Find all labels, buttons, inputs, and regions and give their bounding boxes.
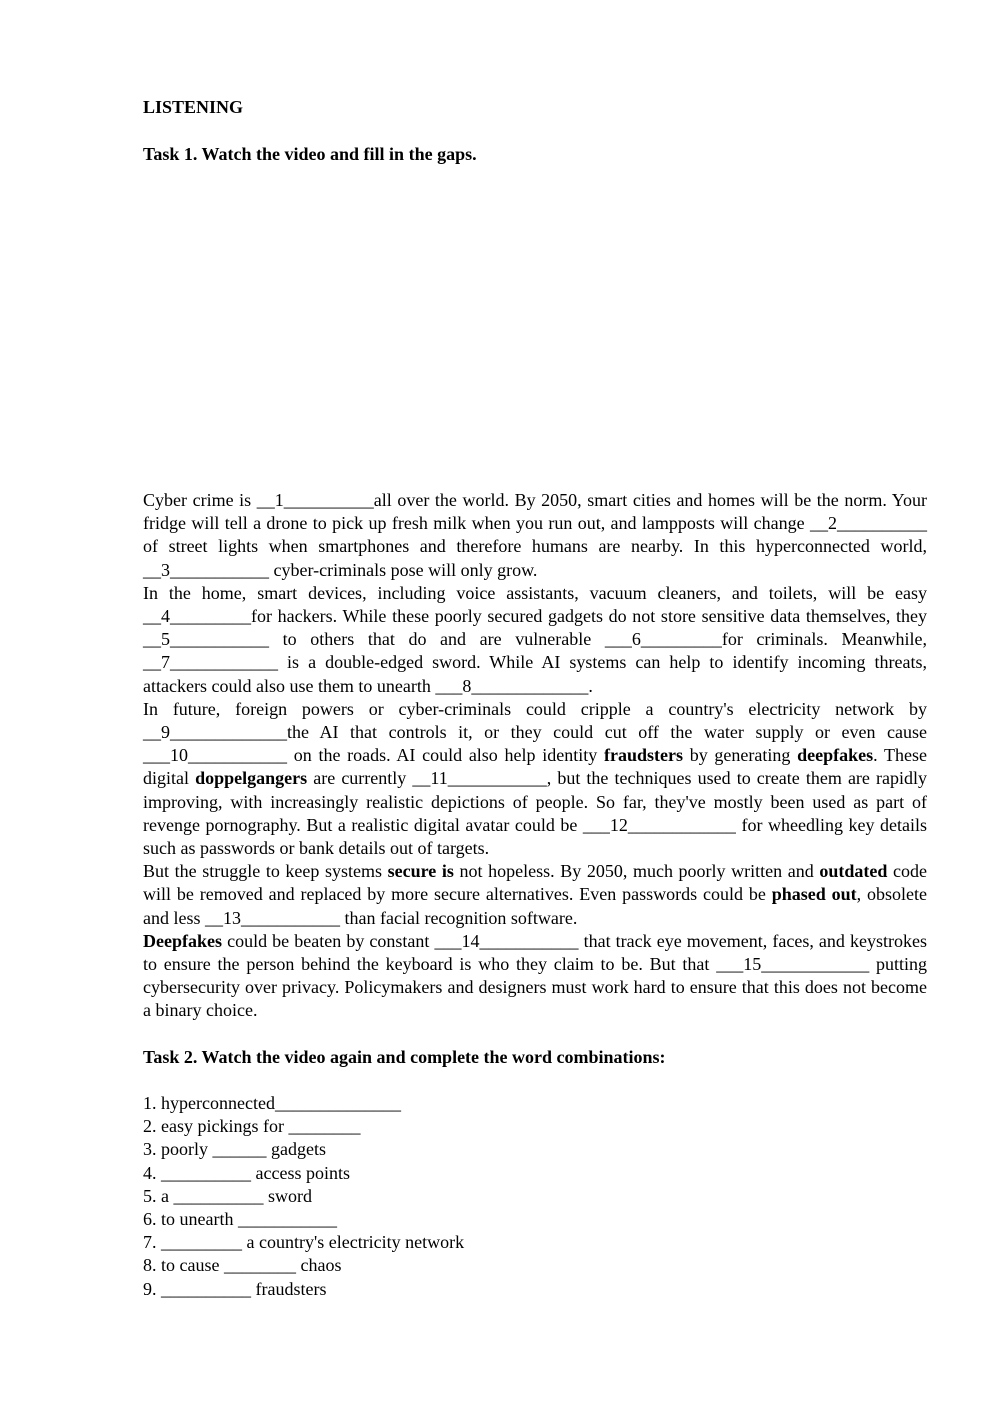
list-item: 7. _________ a country's electricity network [143,1232,465,1253]
bold-term: secure is [387,861,454,882]
bold-term: phased out [771,884,857,905]
bold-term: outdated [819,861,888,882]
gap-fill-text [143,489,927,1023]
bold-term: doppelgangers [195,768,308,789]
list-item: 6. to unearth ___________ [143,1209,337,1230]
paragraph-2: In the home, smart devices, including voice assistants, vacuum cleaners, and toilets, will be easy __4_________for hackers. While these poorly secured gadgets do not store sensitive data themselves, they __5___________ to others that do and are vulnerable ___6_________for criminals. Meanwhile, __7____________ is a double-edged sword. While AI systems can help to identify incoming threats, attackers could also use them to unearth ___8_____________. [143,582,927,696]
bold-term: deepfakes [797,745,874,766]
paragraph-4: But the struggle to keep systems secure is not hopeless. By 2050, much poorly written and outdated code will be removed and replaced by more secure alternatives. Even passwords could be phased out, obsolete and less __13___________ than facial recognition software. [143,861,928,928]
paragraph-5: Deepfakes could be beaten by constant ___14___________ that track eye movement, faces, and keystrokes to ensure the person behind the keyboard is who they claim to be. But that ___15____________ putting cybersecurity over privacy. Policymakers and designers must work hard to ensure that this does not become a binary choice. [143,930,927,1021]
video-embed-area[interactable] [143,185,928,475]
list-item: 2. easy pickings for ________ [143,1116,361,1137]
list-item: 9. __________ fraudsters [143,1278,327,1299]
list-item: 4. __________ access points [143,1162,350,1183]
section-title: LISTENING [143,97,244,117]
paragraph-1: Cyber crime is __1__________all over the world. By 2050, smart cities and homes will be the norm. Your fridge will tell a drone to pick up fresh milk when you run out, and lampposts will change __2__________ of street lights when smartphones and therefore humans are nearby. In this hyperconnected world, __3___________ cyber-criminals pose will only grow. [143,490,927,580]
list-item: 5. a __________ sword [143,1185,312,1206]
list-item: 1. hyperconnected______________ [143,1093,401,1113]
task2-title: Task 2. Watch the video again and complete the word combinations: [143,1047,666,1067]
list-item: 8. to cause ________ chaos [143,1255,342,1276]
bold-term: fraudsters [603,745,683,766]
list-item: 3. poorly ______ gadgets [143,1139,326,1160]
word-combination-list [143,1092,643,1301]
bold-term: Deepfakes [143,930,222,951]
task1-title: Task 1. Watch the video and fill in the gaps. [143,144,477,164]
paragraph-3: In future, foreign powers or cyber-criminals could cripple a country's electricity network by __9_____________the AI that controls it, or they could cut off the water supply or even cause ___10___________ on the roads. AI could also help identity fraudsters by generating deepfakes. These digital doppelgangers are currently __11___________, but the techniques used to create them are rapidly improving, with increasingly realistic depictions of people. So far, they've mostly been used as part of revenge pornography. But a realistic digital avatar could be ___12____________ for wheedling key details such as passwords or bank details out of targets. [143,698,928,859]
